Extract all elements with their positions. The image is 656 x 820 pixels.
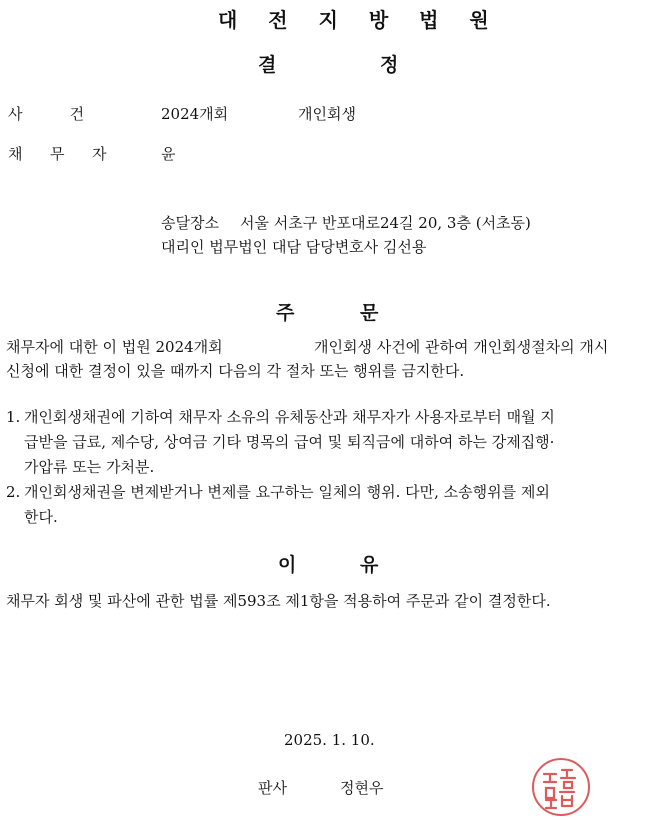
- order-item-line: 개인회생채권을 변제받거나 변제를 요구하는 일체의 행위. 다만, 소송행위를 제외: [24, 483, 550, 501]
- court-name: 대 전 지 방 법 원: [218, 8, 501, 32]
- doc-type-first: 결: [258, 54, 277, 76]
- order-item-2: [6, 480, 646, 530]
- order-heading-second: 문: [360, 302, 379, 324]
- seal-icon: [534, 760, 588, 814]
- case-number: 2024개회: [161, 105, 229, 123]
- order-intro-line1: 채무자에 대한 이 법원 2024개회: [6, 338, 223, 356]
- doc-type-second: 정: [380, 54, 399, 76]
- order-item-line: 개인회생채권에 기하여 채무자 소유의 유체동산과 채무자가 사용자로부터 매월 지: [24, 408, 555, 426]
- debtor-name: 윤: [161, 145, 176, 163]
- service-address-label: 송달장소: [161, 214, 219, 232]
- judge-name: 정현우: [340, 779, 384, 797]
- service-agent: 대리인 법무법인 대담 담당변호사 김선용: [161, 238, 427, 256]
- reason-text: 채무자 회생 및 파산에 관한 법률 제593조 제1항을 적용하여 주문과 같이 결정한다.: [6, 592, 551, 610]
- reason-heading-first: 이: [278, 554, 297, 576]
- decision-date: 2025. 1. 10.: [284, 731, 375, 749]
- order-item-1: [6, 405, 646, 480]
- order-item-line: 가압류 또는 가처분.: [24, 458, 155, 476]
- debtor-label: 채 무 자: [8, 145, 113, 163]
- order-heading-first: 주: [276, 302, 295, 324]
- case-name: 개인회생: [298, 105, 356, 123]
- order-item-number: 1.: [6, 408, 21, 426]
- order-intro-line2: 신청에 대한 결정이 있을 때까지 다음의 각 절차 또는 행위를 금지한다.: [6, 362, 465, 380]
- order-item-number: 2.: [6, 483, 21, 501]
- judge-title: 판사: [258, 779, 287, 797]
- order-item-line: 급받을 급료, 제수당, 상여금 기타 명목의 급여 및 퇴직금에 대하여 하는 강제집행·: [24, 433, 555, 451]
- order-intro-line1b: 개인회생 사건에 관하여 개인회생절차의 개시: [314, 338, 609, 356]
- reason-heading-second: 유: [360, 554, 379, 576]
- order-item-line: 한다.: [24, 508, 58, 526]
- case-label: 사 건: [8, 105, 86, 123]
- service-address: 서울 서초구 반포대로24길 20, 3층 (서초동): [240, 214, 531, 232]
- judge-seal-stamp: [532, 758, 590, 816]
